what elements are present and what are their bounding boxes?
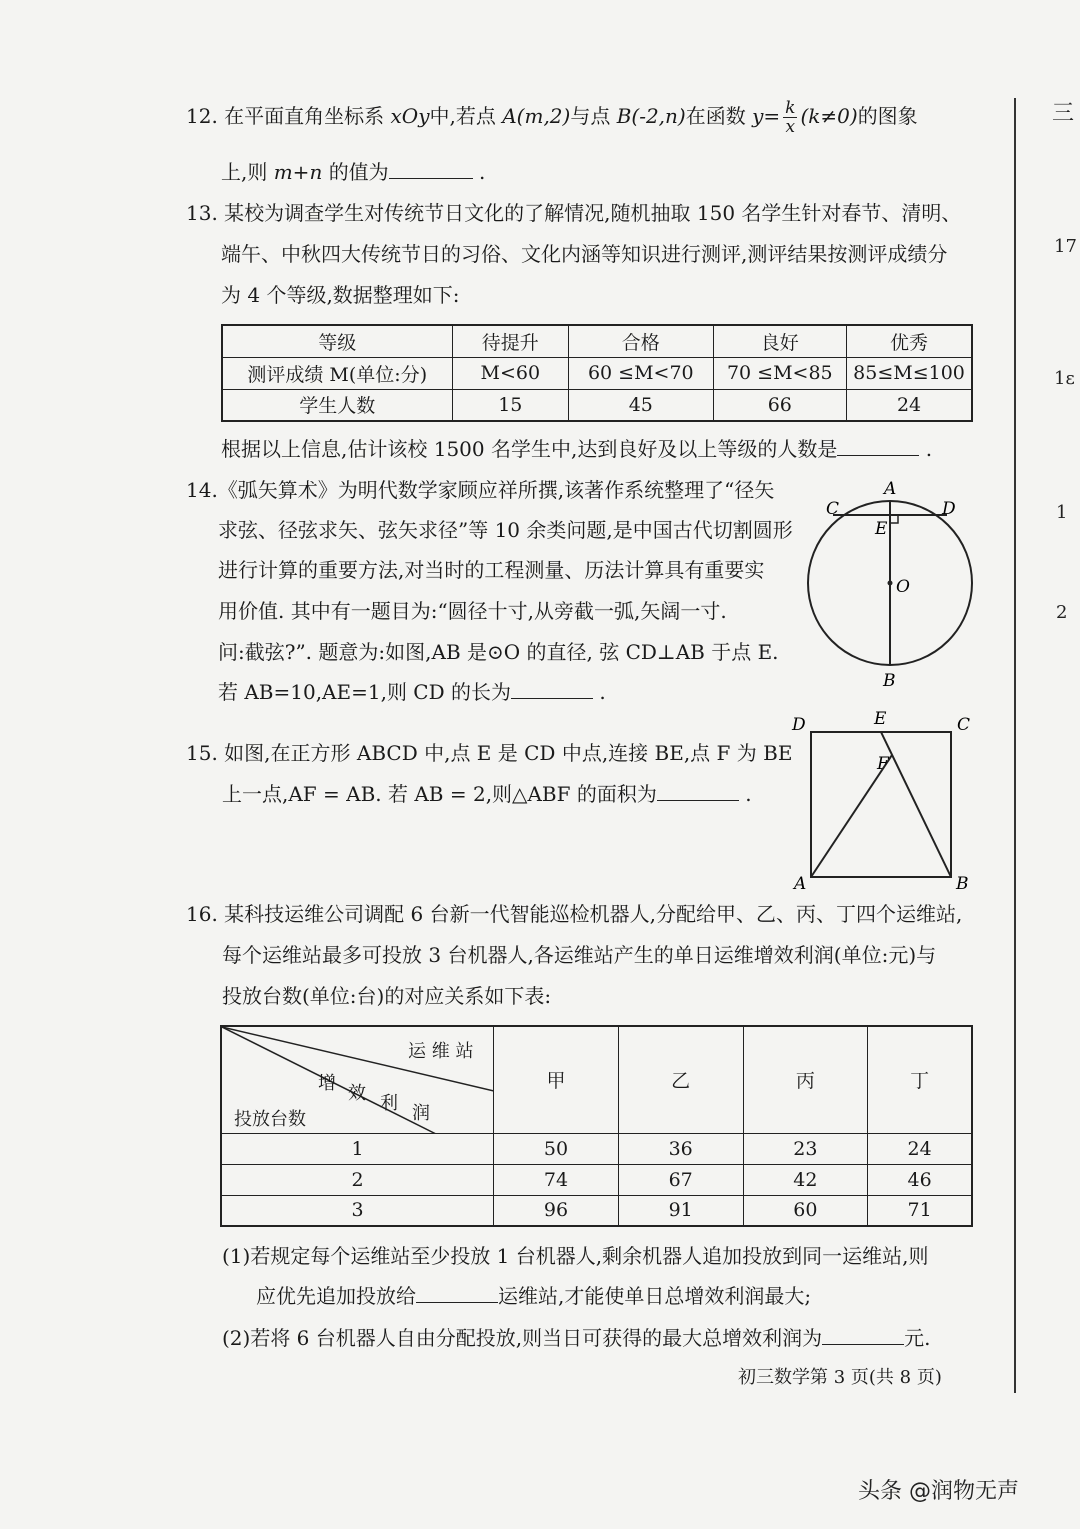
table-header-cell: 合格 bbox=[569, 325, 713, 357]
question-16-line2: 每个运维站最多可投放 3 台机器人,各运维站产生的单日运维增效利润(单位:元)与 bbox=[222, 943, 937, 967]
fraction-denominator: x bbox=[785, 117, 796, 137]
answer-blank[interactable] bbox=[511, 678, 593, 699]
label-a: A bbox=[884, 479, 897, 499]
side-mark: 三 bbox=[1052, 101, 1075, 126]
question-text: 上,则 bbox=[221, 160, 268, 184]
table-cell: 23 bbox=[743, 1133, 868, 1164]
table-cell: 1 bbox=[221, 1133, 494, 1164]
answer-blank[interactable] bbox=[657, 780, 739, 801]
question-14-line5: 问:截弦?”. 题意为:如图,AB 是⊙O 的直径, 弦 CD⊥AB 于点 E. bbox=[218, 640, 779, 664]
label-d: D bbox=[942, 499, 956, 519]
math-expr: A(m,2) bbox=[502, 104, 571, 128]
table-cell: 66 bbox=[713, 389, 847, 421]
punctuation: . bbox=[599, 680, 606, 704]
side-mark: 17 bbox=[1054, 236, 1077, 257]
question-13-ask bbox=[221, 429, 932, 470]
question-14-line1 bbox=[186, 470, 774, 511]
profit-table bbox=[220, 1025, 973, 1227]
table-cell: 测评成绩 M(单位:分) bbox=[222, 357, 452, 389]
question-text: 运维站,才能使单日总增效利润最大; bbox=[498, 1284, 812, 1308]
question-text: 应优先追加投放给 bbox=[256, 1284, 416, 1308]
label-f: F bbox=[877, 754, 889, 774]
question-text: 中,若点 bbox=[429, 104, 496, 128]
label-c: C bbox=[957, 715, 971, 735]
math-expr: B(-2,n) bbox=[616, 104, 686, 128]
table-header-cell: 优秀 bbox=[847, 325, 972, 357]
question-number: 14. bbox=[186, 478, 218, 502]
table-cell: 60 ≤M<70 bbox=[569, 357, 713, 389]
table-cell: 46 bbox=[868, 1164, 972, 1195]
question-text: 若 AB=10,AE=1,则 CD 的长为 bbox=[218, 680, 511, 704]
question-13-line2: 端午、中秋四大传统节日的习俗、文化内涵等知识进行测评,测评结果按测评成绩分 bbox=[221, 242, 948, 266]
table-cell: 96 bbox=[494, 1195, 619, 1226]
label-c: C bbox=[826, 499, 840, 519]
table-header-cell: 丁 bbox=[868, 1026, 972, 1133]
table-row bbox=[221, 1133, 972, 1164]
right-angle-mark bbox=[890, 515, 898, 523]
question-text: 根据以上信息,估计该校 1500 名学生中,达到良好及以上等级的人数是 bbox=[221, 437, 838, 461]
question-16-line1 bbox=[186, 894, 962, 935]
table-header-cell: 丙 bbox=[743, 1026, 868, 1133]
question-text: 某校为调查学生对传统节日文化的了解情况,随机抽取 150 名学生针对春节、清明、 bbox=[224, 201, 962, 225]
table-row bbox=[221, 1164, 972, 1195]
label-a: A bbox=[794, 874, 807, 894]
table-header-cell: 乙 bbox=[618, 1026, 743, 1133]
question-text: 的图象 bbox=[857, 104, 918, 128]
table-header-cell: 良好 bbox=[713, 325, 847, 357]
table-cell: 71 bbox=[868, 1195, 972, 1226]
question-text: 元. bbox=[904, 1326, 931, 1350]
table-cell: 24 bbox=[868, 1133, 972, 1164]
table-cell: 15 bbox=[452, 389, 569, 421]
label-b: B bbox=[883, 671, 896, 691]
corner-label-profit: 增 bbox=[318, 1073, 336, 1094]
question-text: 在函数 bbox=[685, 104, 746, 128]
table-cell: 85≤M≤100 bbox=[847, 357, 972, 389]
table-cell: 91 bbox=[618, 1195, 743, 1226]
table-cell: 24 bbox=[847, 389, 972, 421]
question-text: 在平面直角坐标系 bbox=[224, 104, 385, 128]
table-row bbox=[221, 1026, 972, 1133]
corner-label-station: 运 维 站 bbox=[408, 1041, 474, 1062]
table-cell: 74 bbox=[494, 1164, 619, 1195]
table-header-cell: 甲 bbox=[494, 1026, 619, 1133]
math-expr: (k≠0) bbox=[800, 104, 858, 128]
table-cell: 36 bbox=[618, 1133, 743, 1164]
question-16-sub2 bbox=[222, 1318, 931, 1359]
question-16-sub1-line1: (1)若规定每个运维站至少投放 1 台机器人,剩余机器人追加投放到同一运维站,则 bbox=[222, 1244, 929, 1268]
question-text: (2)若将 6 台机器人自由分配投放,则当日可获得的最大总增效利润为 bbox=[222, 1326, 823, 1350]
label-e: E bbox=[874, 709, 887, 729]
math-expr: y= bbox=[752, 104, 781, 128]
table-row bbox=[222, 325, 972, 357]
question-16-sub1-line2 bbox=[256, 1276, 811, 1317]
corner-label-count: 投放台数 bbox=[234, 1109, 306, 1130]
fraction-numerator: k bbox=[785, 98, 796, 118]
question-text: 某科技运维公司调配 6 台新一代智能巡检机器人,分配给甲、乙、丙、丁四个运维站, bbox=[224, 902, 963, 926]
table-corner-cell bbox=[221, 1026, 494, 1133]
table-cell: 60 bbox=[743, 1195, 868, 1226]
table-row bbox=[221, 1195, 972, 1226]
label-e: E bbox=[875, 519, 888, 539]
table-cell: 67 bbox=[618, 1164, 743, 1195]
punctuation: . bbox=[745, 782, 752, 806]
table-cell: 2 bbox=[221, 1164, 494, 1195]
label-b: B bbox=[956, 874, 969, 894]
question-16-line3: 投放台数(单位:台)的对应关系如下表: bbox=[222, 984, 552, 1008]
table-cell: 45 bbox=[569, 389, 713, 421]
segment-be bbox=[881, 732, 951, 877]
table-row bbox=[222, 357, 972, 389]
label-d: D bbox=[792, 715, 806, 735]
answer-blank[interactable] bbox=[416, 1282, 498, 1303]
answer-blank[interactable] bbox=[837, 435, 919, 456]
math-expr: xOy bbox=[390, 104, 430, 128]
answer-blank[interactable] bbox=[389, 158, 473, 179]
question-14-line6 bbox=[218, 672, 606, 713]
table-cell: 70 ≤M<85 bbox=[713, 357, 847, 389]
question-number: 16. bbox=[186, 902, 218, 926]
punctuation: . bbox=[479, 160, 486, 184]
table-header-cell: 待提升 bbox=[452, 325, 569, 357]
question-15-line2 bbox=[222, 774, 752, 815]
table-cell: 3 bbox=[221, 1195, 494, 1226]
question-12-line1 bbox=[186, 96, 918, 137]
table-row bbox=[222, 389, 972, 421]
question-13-line1 bbox=[186, 193, 961, 234]
answer-blank[interactable] bbox=[822, 1324, 904, 1345]
question-14-line4: 用价值. 其中有一题目为:“圆径十寸,从旁截一弧,矢阔一寸. bbox=[218, 599, 727, 623]
question-14-line2: 求弦、径弦求矢、弦矢求径”等 10 余类问题,是中国古代切割圆形 bbox=[218, 518, 793, 542]
circle-figure bbox=[796, 472, 986, 692]
fraction bbox=[783, 99, 797, 136]
watermark: 头条 @润物无声 bbox=[858, 1479, 1019, 1504]
math-expr: m+n bbox=[273, 160, 323, 184]
question-13-line3: 为 4 个等级,数据整理如下: bbox=[221, 283, 460, 307]
question-text: 与点 bbox=[570, 104, 611, 128]
question-number: 15. bbox=[186, 741, 218, 765]
question-text: 《弧矢算术》为明代数学家顾应祥所撰,该著作系统整理了“径矢 bbox=[217, 478, 775, 502]
question-number: 12. bbox=[186, 104, 218, 128]
corner-label-profit: 利 bbox=[380, 1093, 398, 1114]
punctuation: . bbox=[925, 437, 933, 461]
table-cell: 42 bbox=[743, 1164, 868, 1195]
table-cell: 50 bbox=[494, 1133, 619, 1164]
question-number: 13. bbox=[186, 201, 218, 225]
page-margin-line bbox=[1014, 98, 1016, 1393]
center-point bbox=[888, 581, 893, 586]
page-footer: 初三数学第 3 页(共 8 页) bbox=[738, 1367, 942, 1388]
side-mark: 2 bbox=[1056, 602, 1068, 623]
corner-label-profit: 效 bbox=[348, 1083, 366, 1104]
square-figure bbox=[786, 706, 978, 896]
question-text: 上一点,AF = AB. 若 AB = 2,则△ABF 的面积为 bbox=[222, 782, 657, 806]
table-cell: M<60 bbox=[452, 357, 569, 389]
side-mark: 1ε bbox=[1054, 368, 1075, 389]
question-15-line1 bbox=[186, 733, 792, 774]
grade-table bbox=[221, 324, 973, 422]
table-cell: 学生人数 bbox=[222, 389, 452, 421]
question-text: 的值为 bbox=[328, 160, 389, 184]
question-14-line3: 进行计算的重要方法,对当时的工程测量、历法计算具有重要实 bbox=[218, 558, 765, 582]
side-mark: 1 bbox=[1056, 502, 1068, 523]
question-text: 如图,在正方形 ABCD 中,点 E 是 CD 中点,连接 BE,点 F 为 BE bbox=[224, 741, 793, 765]
table-header-cell: 等级 bbox=[222, 325, 452, 357]
label-o: O bbox=[896, 577, 910, 597]
corner-label-profit: 润 bbox=[412, 1103, 430, 1124]
question-12-line2 bbox=[221, 152, 485, 193]
